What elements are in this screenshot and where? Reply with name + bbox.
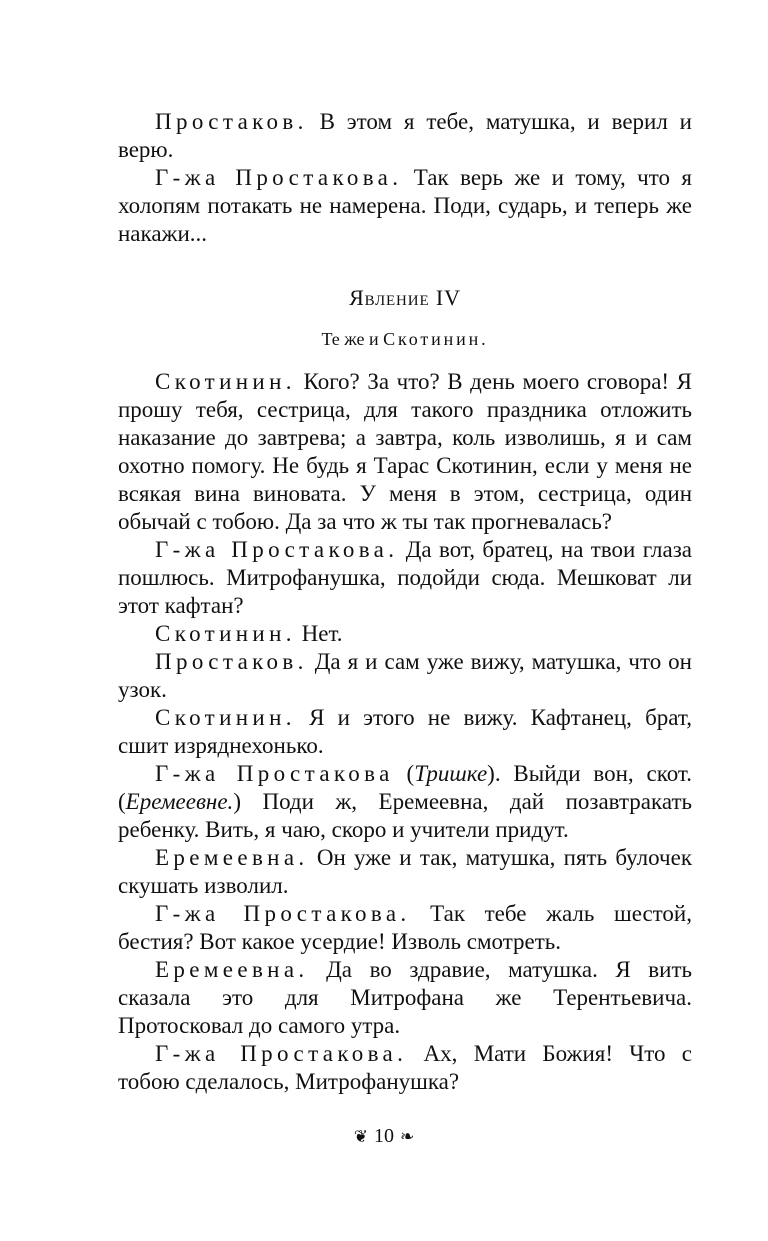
speaker-name: Еремеевна. <box>155 957 309 982</box>
page-number: 10 <box>374 1125 394 1147</box>
paragraph <box>118 1040 692 1096</box>
paragraph <box>118 760 692 844</box>
speech-text: ( <box>393 761 415 786</box>
paragraph <box>118 620 692 648</box>
speech-text: В этом я тебе, матушка, и верил и верю. <box>118 109 692 162</box>
speech-text: ). Выйди вон, скот. ( <box>118 761 692 814</box>
speech-text: ) Поди ж, Еремеевна, дай позавтракать ребенку. Вить, я чаю, скоро и учители придут. <box>118 789 692 842</box>
page-footer <box>0 1125 768 1148</box>
speech-text: Да я и сам уже вижу, матушка, что он узок. <box>118 649 692 702</box>
speaker-name: Еремеевна. <box>155 845 309 870</box>
scene-number: IV <box>435 285 461 310</box>
paragraph <box>118 704 692 760</box>
paragraph <box>118 108 692 164</box>
speaker-name: Скотинин. <box>155 621 296 646</box>
speaker-name: Г-жа Простакова <box>155 761 394 786</box>
speaker-name: Скотинин. <box>155 369 296 394</box>
stage-direction: Тришке <box>414 761 488 786</box>
scene-title-word: вление <box>364 285 430 310</box>
speech-text: Да вот, братец, на твои глаза пошлюсь. Митрофанушка, подойди сюда. Мешковат ли этот кафтан? <box>118 537 692 618</box>
speech-text: Да во здравие, матушка. Я вить сказала это для Митрофана же Терентьевича. Протосковал до самого утра. <box>118 957 692 1038</box>
paragraph <box>118 368 692 536</box>
scene-title-initial: Я <box>349 285 365 310</box>
speaker-name: Скотинин. <box>155 705 296 730</box>
paragraph <box>118 956 692 1040</box>
paragraph <box>118 164 692 248</box>
speech-text: Я и этого не вижу. Кафтанец, брат, сшит изряднехонько. <box>118 705 692 758</box>
cast-name: Скотинин. <box>383 329 489 349</box>
ornament-right-icon: ❧ <box>400 1127 415 1147</box>
paragraph <box>118 536 692 620</box>
speaker-name: Г-жа Простакова. <box>155 1041 408 1066</box>
speaker-name: Простаков. <box>155 109 308 134</box>
scene-cast <box>118 326 692 352</box>
speech-text: Кого? За что? В день моего сговора! Я прошу тебя, сестрица, для такого праздника отложить наказание до завтрева; а завтра, коль изволишь, я и сам охотно помогу. Не будь я Тарас Скотинин, если у меня не всякая вина виновата. У меня в этом, сестрица, один обычай с тобою. Да за что ж ты так прогневалась? <box>118 369 692 534</box>
speech-text: Так тебе жаль шестой, бестия? Вот какое усердие! Изволь смотреть. <box>118 901 692 954</box>
speech-text: Ах, Мати Божия! Что с тобою сделалось, Митрофанушка? <box>118 1041 692 1094</box>
paragraph <box>118 844 692 900</box>
stage-direction: Еремеевне. <box>125 789 234 814</box>
speaker-name: Простаков. <box>155 649 308 674</box>
scene-title <box>118 284 692 312</box>
speech-text: Он уже и так, матушка, пять булочек скушать изволил. <box>118 845 692 898</box>
page-body <box>118 108 692 1096</box>
cast-prefix: Те же и <box>321 329 384 349</box>
paragraph <box>118 648 692 704</box>
speech-text: Так верь же и тому, что я холопям потакать не намерена. Поди, сударь, и теперь же накажи... <box>118 165 692 246</box>
paragraph <box>118 900 692 956</box>
speaker-name: Г-жа Простакова. <box>155 901 411 926</box>
speech-text: Нет. <box>295 621 343 646</box>
ornament-left-icon: ❦ <box>353 1127 368 1147</box>
speaker-name: Г-жа Простакова. <box>155 537 399 562</box>
speaker-name: Г-жа Простакова. <box>155 165 403 190</box>
